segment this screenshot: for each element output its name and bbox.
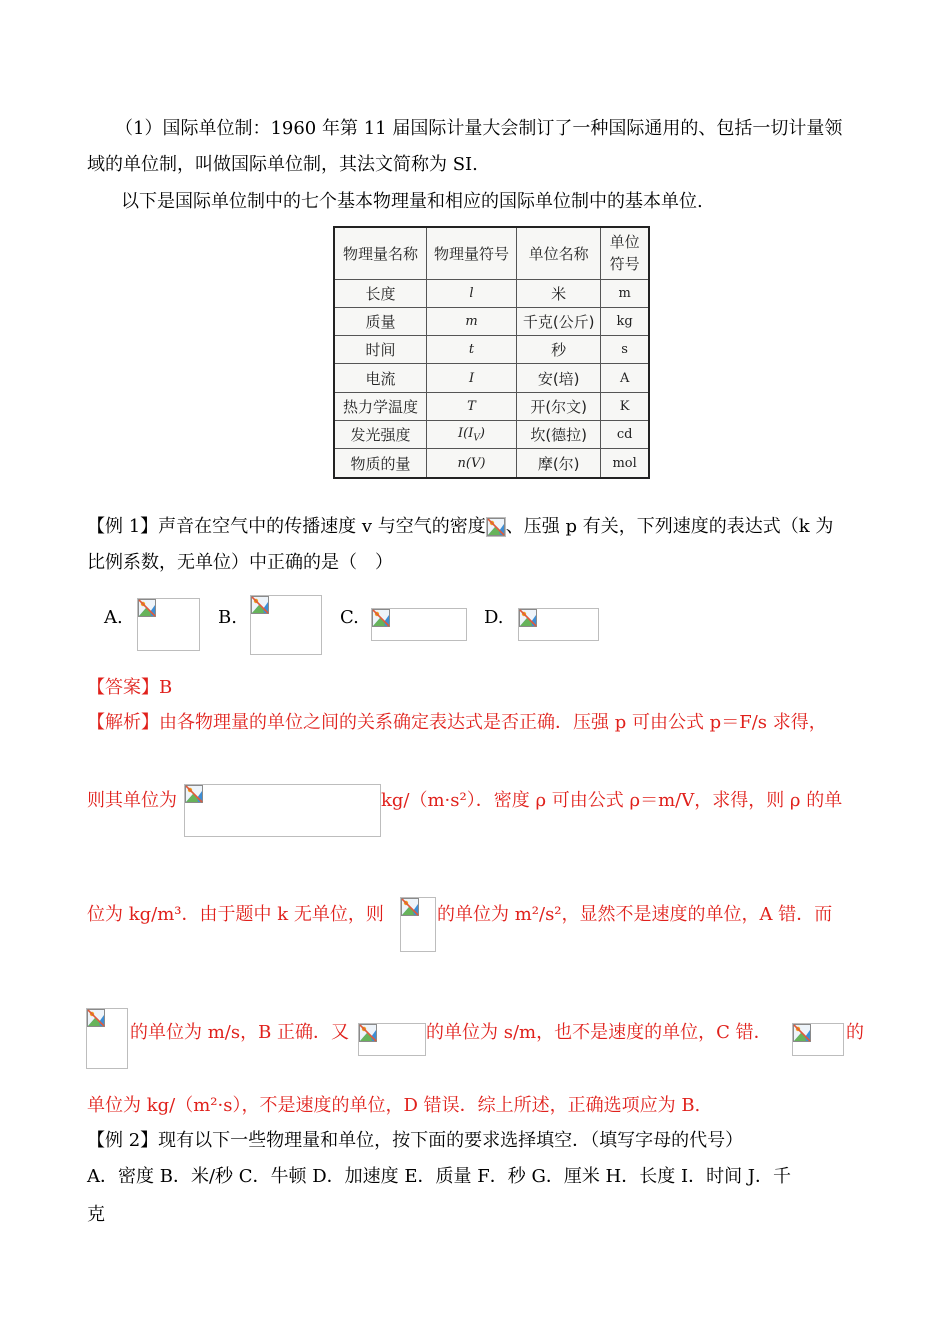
quantity-symbol xyxy=(426,421,516,449)
unit-symbol: kg xyxy=(601,307,649,335)
analysis-line-2a: 则其单位为 xyxy=(87,790,177,811)
option-d-formula-image[interactable] xyxy=(518,608,599,641)
header-unit-symbol xyxy=(601,227,649,279)
unit-name: 安(培) xyxy=(517,364,601,392)
quantity-name: 质量 xyxy=(334,307,426,335)
header-unit-symbol-line2: 符号 xyxy=(609,255,640,274)
unit-symbol: mol xyxy=(601,449,649,478)
si-base-units-table xyxy=(333,226,650,479)
analysis-label: 【解析】 xyxy=(87,712,159,733)
option-a-unit-formula-image xyxy=(400,897,436,952)
density-symbol-image xyxy=(486,517,506,537)
broken-image-icon xyxy=(185,785,203,803)
option-c-unit-formula-image xyxy=(358,1023,426,1056)
broken-image-icon xyxy=(401,898,419,916)
header-unit-symbol-line1: 单位 xyxy=(609,233,640,252)
table-row xyxy=(334,307,649,335)
quantity-name: 电流 xyxy=(334,364,426,392)
answer-label: 【答案】 xyxy=(87,677,159,698)
option-c-label: C. xyxy=(340,607,359,628)
unit-name: 摩(尔) xyxy=(517,449,601,478)
quantity-symbol: T xyxy=(426,392,516,420)
quantity-name: 热力学温度 xyxy=(334,392,426,420)
analysis-line-5: 单位为 kg/（m²·s），不是速度的单位，D 错误．综上所述，正确选项应为 B. xyxy=(87,1095,701,1116)
unit-name: 米 xyxy=(517,279,601,307)
header-unit-name: 单位名称 xyxy=(517,227,601,279)
broken-image-icon xyxy=(138,599,156,617)
table-row xyxy=(334,449,649,478)
quantity-symbol: l xyxy=(426,279,516,307)
table-row xyxy=(334,392,649,420)
broken-image-icon xyxy=(87,1009,105,1027)
answer-value: B xyxy=(159,677,173,698)
intro-line-1: （1）国际单位制：1960 年第 11 届国际计量大会制订了一种国际通用的、包括一切计量领 xyxy=(115,118,843,139)
analysis-line-3a: 位为 kg/m³．由于题中 k 无单位，则 xyxy=(87,904,384,925)
option-d-unit-formula-image xyxy=(792,1023,844,1056)
answer-line xyxy=(87,676,172,700)
example2-line-3: 克 xyxy=(87,1204,105,1225)
question-text-a: 【例 1】声音在空气中的传播速度 v 与空气的密度 xyxy=(87,516,486,537)
example1-question-line-1 xyxy=(87,515,833,539)
unit-name: 秒 xyxy=(517,336,601,364)
intro-line-2: 域的单位制，叫做国际单位制，其法文简称为 SI. xyxy=(87,154,478,175)
option-d-label: D. xyxy=(484,607,504,628)
broken-image-icon xyxy=(359,1024,377,1042)
unit-symbol: A xyxy=(601,364,649,392)
quantity-name: 长度 xyxy=(334,279,426,307)
quantity-name: 发光强度 xyxy=(334,421,426,449)
option-b-label: B. xyxy=(218,607,237,628)
broken-image-icon xyxy=(487,518,505,536)
unit-symbol: cd xyxy=(601,421,649,449)
symbol-main: I(I xyxy=(458,426,474,441)
quantity-symbol: m xyxy=(426,307,516,335)
example2-line-2: A．密度 B．米/秒 C．牛顿 D．加速度 E．质量 F．秒 G．厘米 H．长度 I．时间 J．千 xyxy=(87,1166,792,1187)
symbol-close: ) xyxy=(479,426,485,441)
pressure-unit-formula-image xyxy=(184,784,381,837)
quantity-name: 物质的量 xyxy=(334,449,426,478)
analysis-line-4c: 的 xyxy=(846,1022,864,1043)
option-b-unit-formula-image xyxy=(86,1008,128,1069)
option-a-label: A. xyxy=(104,607,123,628)
analysis-text-1: 由各物理量的单位之间的关系确定表达式是否正确．压强 p 可由公式 p＝F/s 求得， xyxy=(159,712,827,733)
option-b-formula-image[interactable] xyxy=(250,595,322,655)
analysis-line-4a: 的单位为 m/s，B 正确．又 xyxy=(130,1022,350,1043)
analysis-line-4b: 的单位为 s/m，也不是速度的单位，C 错． xyxy=(426,1022,772,1043)
option-a-formula-image[interactable] xyxy=(137,598,200,651)
example1-question-line-2: 比例系数，无单位）中正确的是（ ） xyxy=(87,552,393,573)
quantity-name: 时间 xyxy=(334,336,426,364)
quantity-symbol: I xyxy=(426,364,516,392)
option-c-formula-image[interactable] xyxy=(371,608,467,641)
unit-symbol: m xyxy=(601,279,649,307)
table-row xyxy=(334,336,649,364)
unit-name: 千克(公斤) xyxy=(517,307,601,335)
quantity-symbol: n(V) xyxy=(426,449,516,478)
table-row xyxy=(334,421,649,449)
question-text-b: 、压强 p 有关，下列速度的表达式（k 为 xyxy=(505,516,834,537)
example2-line-1: 【例 2】现有以下一些物理量和单位，按下面的要求选择填空．（填写字母的代号） xyxy=(87,1130,744,1151)
broken-image-icon xyxy=(793,1024,811,1042)
analysis-line-2b: kg/（m·s²）．密度 ρ 可由公式 ρ＝m/V，求得，则 ρ 的单 xyxy=(381,790,843,811)
broken-image-icon xyxy=(519,609,537,627)
unit-name: 坎(德拉) xyxy=(517,421,601,449)
intro-line-3: 以下是国际单位制中的七个基本物理量和相应的国际单位制中的基本单位. xyxy=(121,191,703,212)
unit-symbol: K xyxy=(601,392,649,420)
analysis-line-3b: 的单位为 m²/s²，显然不是速度的单位，A 错．而 xyxy=(437,904,833,925)
broken-image-icon xyxy=(251,596,269,614)
table-row xyxy=(334,279,649,307)
analysis-line-1 xyxy=(87,711,827,735)
symbol-subscript: V xyxy=(473,433,480,444)
quantity-symbol: t xyxy=(426,336,516,364)
unit-name: 开(尔文) xyxy=(517,392,601,420)
header-quantity-symbol: 物理量符号 xyxy=(426,227,516,279)
table-row xyxy=(334,364,649,392)
header-quantity-name: 物理量名称 xyxy=(334,227,426,279)
broken-image-icon xyxy=(372,609,390,627)
unit-symbol: s xyxy=(601,336,649,364)
